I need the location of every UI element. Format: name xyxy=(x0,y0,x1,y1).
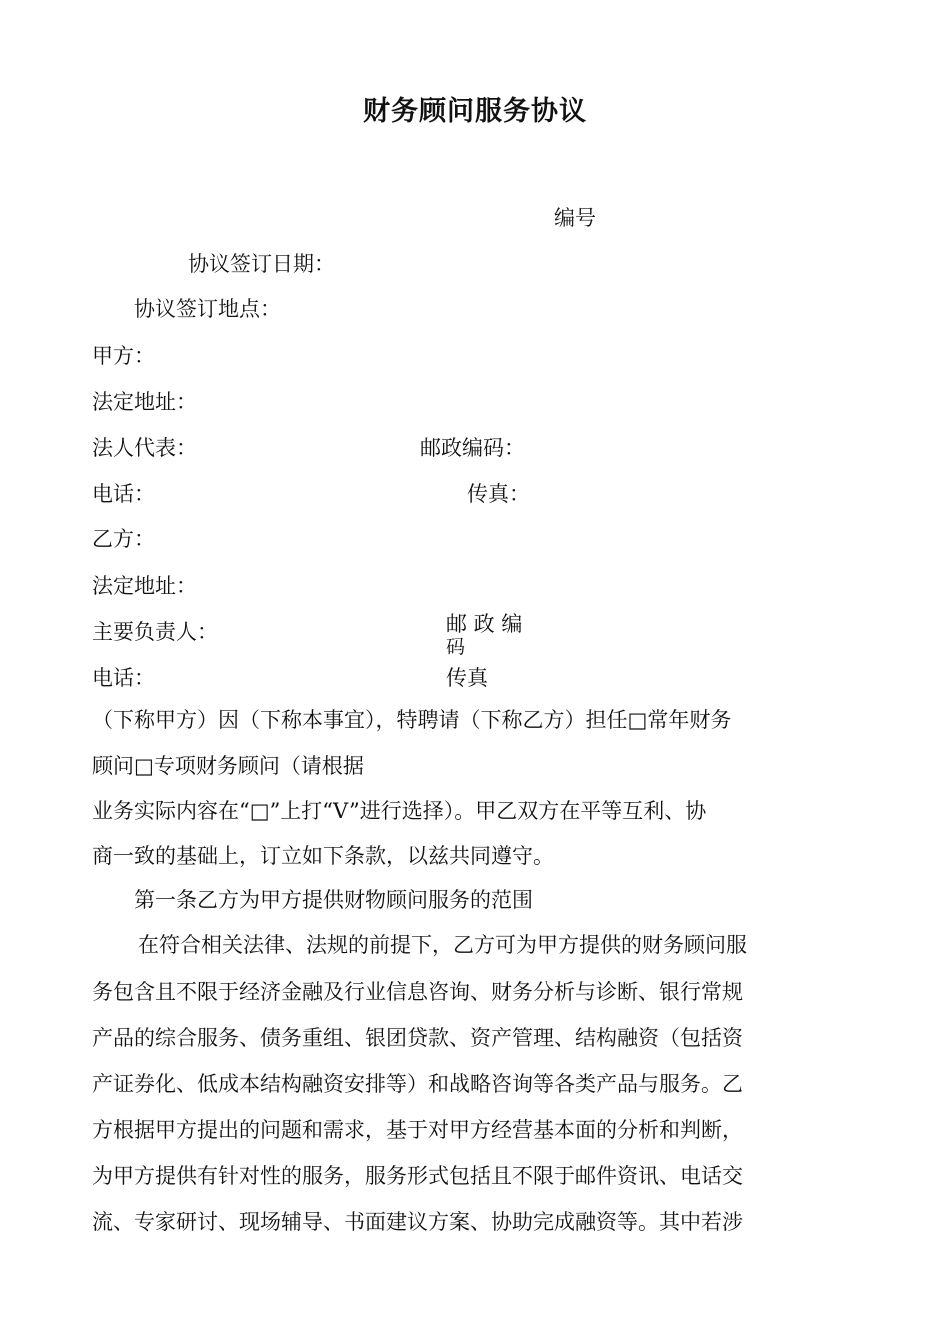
sign-place-label: 协议签订地点： xyxy=(134,297,281,321)
article1-title: 第一条乙方为甲方提供财物顾问服务的范围 xyxy=(134,888,533,912)
party-b-principal-label: 主要负责人： xyxy=(92,620,218,644)
article1-line: 产品的综合服务、债务重组、银团贷款、资产管理、结构融资（包括资 xyxy=(92,1026,743,1050)
party-a-phone-label: 电话： xyxy=(92,482,155,506)
intro-line: 顾问□专项财务顾问（请根据 xyxy=(92,754,364,778)
party-b-label: 乙方： xyxy=(92,527,155,551)
party-a-legal-rep-label: 法人代表： xyxy=(92,436,197,460)
article1-line: 产证券化、低成本结构融资安排等）和战略咨询等各类产品与服务。乙 xyxy=(92,1072,743,1096)
party-a-fax-label: 传真： xyxy=(467,482,530,506)
party-b-address-label: 法定地址： xyxy=(92,574,197,598)
party-a-address-label: 法定地址： xyxy=(92,390,197,414)
intro-line: 商一致的基础上，订立如下条款，以兹共同遵守。 xyxy=(92,844,554,868)
article1-line: 流、专家研讨、现场辅导、书面建议方案、协助完成融资等。其中若涉 xyxy=(92,1210,743,1234)
intro-line: 业务实际内容在“□”上打“V”进行选择）。甲乙双方在平等互利、协 xyxy=(92,799,707,823)
article1-line: 为甲方提供有针对性的服务，服务形式包括且不限于邮件资讯、电话交 xyxy=(92,1164,743,1188)
article1-line: 务包含且不限于经济金融及行业信息咨询、财务分析与诊断、银行常规 xyxy=(92,980,743,1004)
article1-line: 方根据甲方提出的问题和需求，基于对甲方经营基本面的分析和判断， xyxy=(92,1118,743,1142)
party-b-postcode-label-line1: 邮 政 编 xyxy=(446,612,523,636)
sign-date-label: 协议签订日期： xyxy=(188,252,335,276)
article1-line: 在符合相关法律、法规的前提下，乙方可为甲方提供的财务顾问服 xyxy=(138,933,747,957)
party-b-phone-label: 电话： xyxy=(92,666,155,690)
party-b-fax-label: 传真 xyxy=(446,666,488,690)
party-a-label: 甲方： xyxy=(92,344,155,368)
party-a-postcode-label: 邮政编码： xyxy=(420,436,525,460)
intro-line: （下称甲方）因（下称本事宜），特聘请（下称乙方）担任□常年财务 xyxy=(92,708,732,732)
number-label: 编号 xyxy=(554,206,596,230)
party-b-postcode-label-line2: 码 xyxy=(446,636,466,658)
document-title: 财务顾问服务协议 xyxy=(363,96,587,127)
